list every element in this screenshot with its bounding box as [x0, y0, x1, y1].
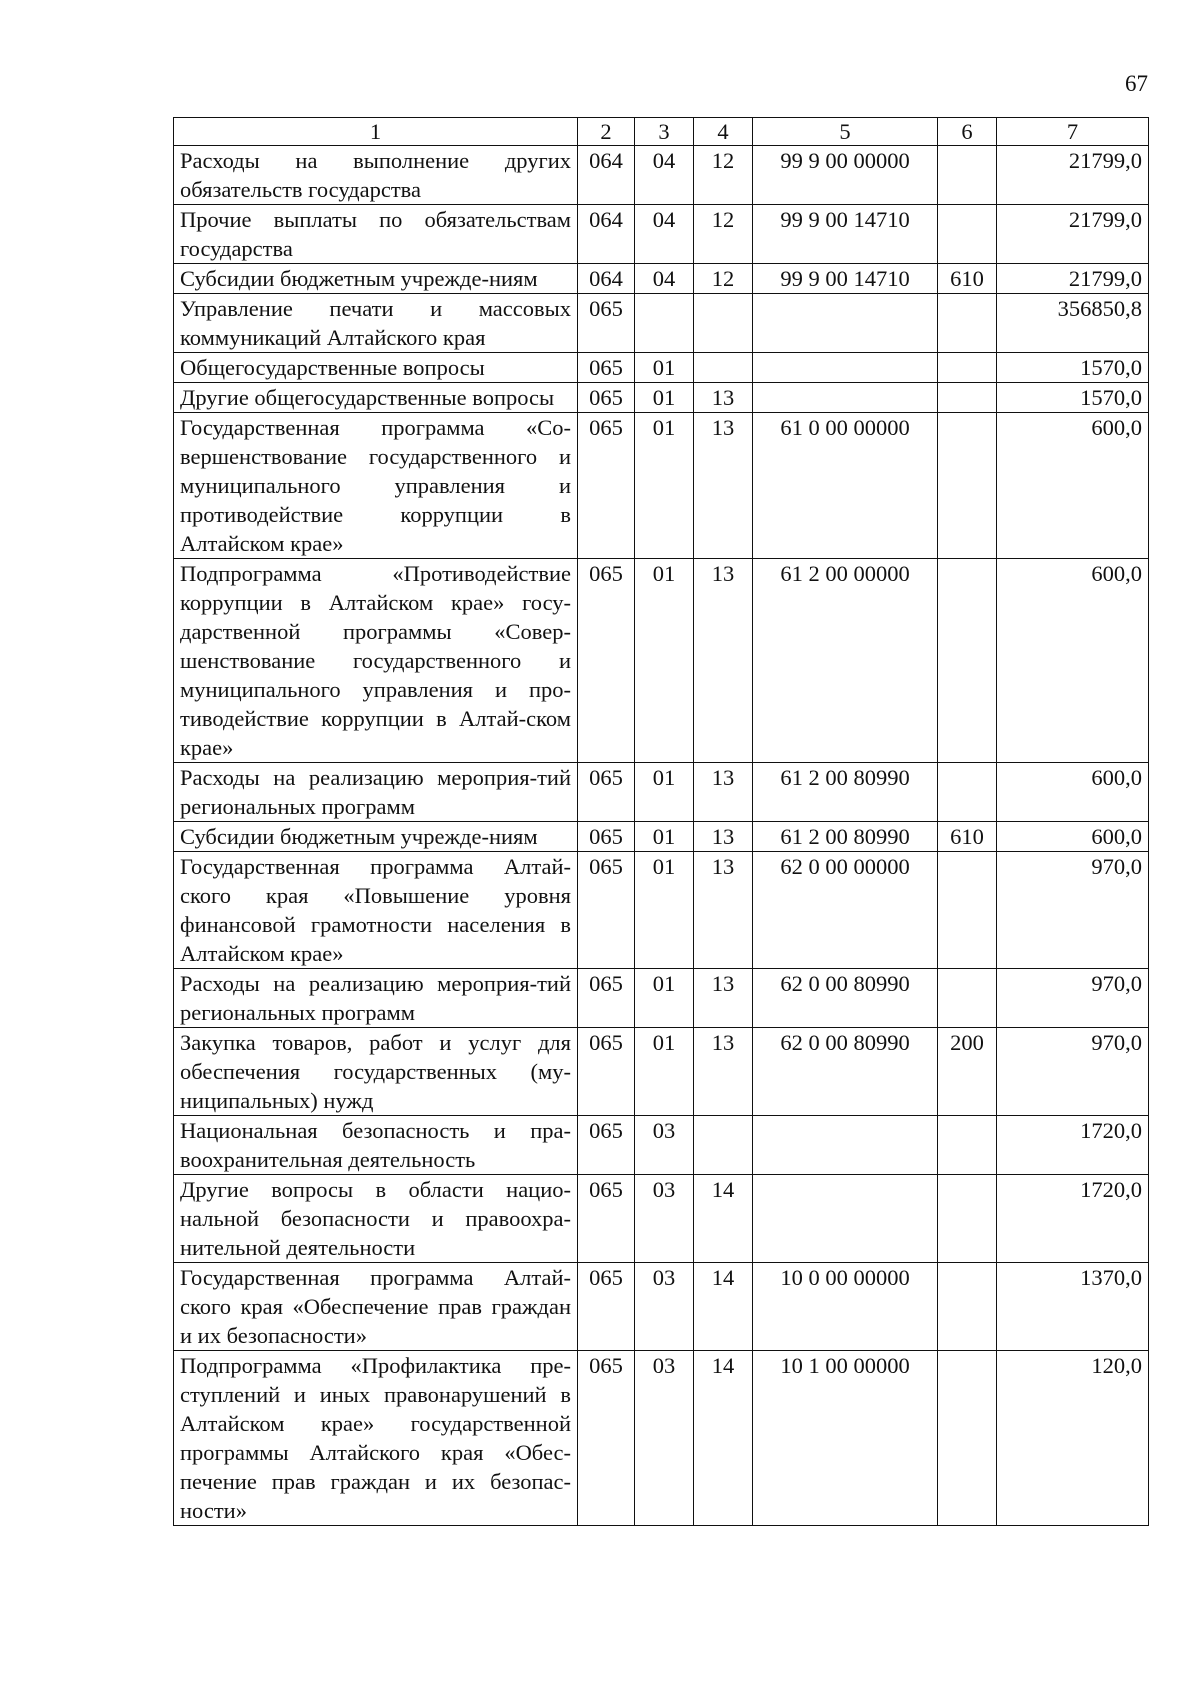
- expense-type-cell: [938, 383, 997, 413]
- section-code-cell: 01: [635, 969, 694, 1028]
- amount-cell: 1370,0: [997, 1263, 1149, 1351]
- budget-table: [173, 117, 1149, 1526]
- table-row: [174, 763, 1149, 822]
- subsection-code-cell: [694, 1116, 753, 1175]
- amount-cell: 120,0: [997, 1351, 1149, 1526]
- section-code-cell: 01: [635, 383, 694, 413]
- expense-type-cell: 200: [938, 1028, 997, 1116]
- ministry-code-cell: 065: [578, 294, 635, 353]
- row-name-cell: Расходы на реализацию мероприя-тий региональных программ: [174, 763, 578, 822]
- row-name-cell: Национальная безопасность и пра-воохранительная деятельность: [174, 1116, 578, 1175]
- target-article-cell: 61 2 00 80990: [753, 822, 938, 852]
- column-header: 7: [997, 118, 1149, 146]
- row-name-cell: Государственная программа Алтай-ского края «Обеспечение прав граждан и их безопасности»: [174, 1263, 578, 1351]
- subsection-code-cell: 13: [694, 413, 753, 559]
- table-row: [174, 383, 1149, 413]
- expense-type-cell: [938, 146, 997, 205]
- subsection-code-cell: 12: [694, 264, 753, 294]
- row-name-cell: Закупка товаров, работ и услуг для обеспечения государственных (му-ниципальных) нужд: [174, 1028, 578, 1116]
- section-code-cell: 01: [635, 413, 694, 559]
- subsection-code-cell: 12: [694, 205, 753, 264]
- section-code-cell: 01: [635, 763, 694, 822]
- target-article-cell: 99 9 00 14710: [753, 205, 938, 264]
- table-row: [174, 1028, 1149, 1116]
- target-article-cell: 62 0 00 80990: [753, 1028, 938, 1116]
- section-code-cell: 04: [635, 146, 694, 205]
- subsection-code-cell: 13: [694, 969, 753, 1028]
- row-name-cell: Расходы на выполнение других обязательств государства: [174, 146, 578, 205]
- ministry-code-cell: 065: [578, 413, 635, 559]
- ministry-code-cell: 065: [578, 1263, 635, 1351]
- row-name-cell: Общегосударственные вопросы: [174, 353, 578, 383]
- subsection-code-cell: 14: [694, 1351, 753, 1526]
- subsection-code-cell: [694, 353, 753, 383]
- table-row: [174, 205, 1149, 264]
- target-article-cell: [753, 294, 938, 353]
- row-name-cell: Подпрограмма «Профилактика пре-ступлений и иных правонарушений в Алтайском крае» государственной программы Алтайского края «Обес-печение прав граждан и их безопас-ности»: [174, 1351, 578, 1526]
- ministry-code-cell: 065: [578, 969, 635, 1028]
- amount-cell: 600,0: [997, 413, 1149, 559]
- row-name-cell: Субсидии бюджетным учрежде-ниям: [174, 822, 578, 852]
- ministry-code-cell: 065: [578, 1116, 635, 1175]
- target-article-cell: [753, 1116, 938, 1175]
- column-header: 4: [694, 118, 753, 146]
- amount-cell: 1720,0: [997, 1175, 1149, 1263]
- ministry-code-cell: 065: [578, 852, 635, 969]
- table-header-row: [174, 118, 1149, 146]
- section-code-cell: 03: [635, 1116, 694, 1175]
- column-header: 1: [174, 118, 578, 146]
- target-article-cell: [753, 353, 938, 383]
- table-row: [174, 1116, 1149, 1175]
- table-row: [174, 146, 1149, 205]
- table-row: [174, 559, 1149, 763]
- target-article-cell: [753, 1175, 938, 1263]
- table-row: [174, 852, 1149, 969]
- table-body: [174, 146, 1149, 1526]
- expense-type-cell: [938, 353, 997, 383]
- amount-cell: 1720,0: [997, 1116, 1149, 1175]
- amount-cell: 1570,0: [997, 353, 1149, 383]
- subsection-code-cell: 13: [694, 1028, 753, 1116]
- row-name-cell: Государственная программа Алтай-ского края «Повышение уровня финансовой грамотности населения в Алтайском крае»: [174, 852, 578, 969]
- ministry-code-cell: 065: [578, 1028, 635, 1116]
- expense-type-cell: 610: [938, 264, 997, 294]
- column-header: 5: [753, 118, 938, 146]
- target-article-cell: 62 0 00 80990: [753, 969, 938, 1028]
- target-article-cell: 99 9 00 00000: [753, 146, 938, 205]
- table-row: [174, 413, 1149, 559]
- expense-type-cell: [938, 1116, 997, 1175]
- section-code-cell: [635, 294, 694, 353]
- expense-type-cell: [938, 559, 997, 763]
- subsection-code-cell: 13: [694, 763, 753, 822]
- row-name-cell: Подпрограмма «Противодействие коррупции в Алтайском крае» госу-дарственной программы «Совер-шенствование государственного и муниципального управления и про-тиводействие коррупции в Алтай-ском крае»: [174, 559, 578, 763]
- subsection-code-cell: 13: [694, 559, 753, 763]
- ministry-code-cell: 064: [578, 146, 635, 205]
- subsection-code-cell: 14: [694, 1175, 753, 1263]
- amount-cell: 970,0: [997, 969, 1149, 1028]
- target-article-cell: [753, 383, 938, 413]
- ministry-code-cell: 065: [578, 383, 635, 413]
- ministry-code-cell: 064: [578, 264, 635, 294]
- target-article-cell: 99 9 00 14710: [753, 264, 938, 294]
- section-code-cell: 01: [635, 353, 694, 383]
- amount-cell: 21799,0: [997, 205, 1149, 264]
- subsection-code-cell: 14: [694, 1263, 753, 1351]
- target-article-cell: 61 2 00 80990: [753, 763, 938, 822]
- subsection-code-cell: [694, 294, 753, 353]
- subsection-code-cell: 13: [694, 383, 753, 413]
- row-name-cell: Прочие выплаты по обязательствам государства: [174, 205, 578, 264]
- expense-type-cell: 610: [938, 822, 997, 852]
- expense-type-cell: [938, 1263, 997, 1351]
- amount-cell: 356850,8: [997, 294, 1149, 353]
- row-name-cell: Расходы на реализацию мероприя-тий региональных программ: [174, 969, 578, 1028]
- section-code-cell: 03: [635, 1175, 694, 1263]
- amount-cell: 970,0: [997, 1028, 1149, 1116]
- expense-type-cell: [938, 763, 997, 822]
- amount-cell: 21799,0: [997, 264, 1149, 294]
- section-code-cell: 03: [635, 1263, 694, 1351]
- row-name-cell: Субсидии бюджетным учрежде-ниям: [174, 264, 578, 294]
- amount-cell: 600,0: [997, 559, 1149, 763]
- ministry-code-cell: 065: [578, 763, 635, 822]
- table-row: [174, 1263, 1149, 1351]
- section-code-cell: 01: [635, 822, 694, 852]
- table-row: [174, 353, 1149, 383]
- expense-type-cell: [938, 969, 997, 1028]
- section-code-cell: 04: [635, 264, 694, 294]
- page-number: 67: [1125, 71, 1148, 96]
- ministry-code-cell: 065: [578, 559, 635, 763]
- subsection-code-cell: 13: [694, 822, 753, 852]
- ministry-code-cell: 065: [578, 822, 635, 852]
- row-name-cell: Управление печати и массовых коммуникаций Алтайского края: [174, 294, 578, 353]
- section-code-cell: 01: [635, 1028, 694, 1116]
- expense-type-cell: [938, 1175, 997, 1263]
- amount-cell: 600,0: [997, 763, 1149, 822]
- ministry-code-cell: 065: [578, 1175, 635, 1263]
- expense-type-cell: [938, 205, 997, 264]
- amount-cell: 600,0: [997, 822, 1149, 852]
- target-article-cell: 61 2 00 00000: [753, 559, 938, 763]
- row-name-cell: Другие вопросы в области нацио-нальной безопасности и правоохра-нительной деятельности: [174, 1175, 578, 1263]
- expense-type-cell: [938, 294, 997, 353]
- ministry-code-cell: 064: [578, 205, 635, 264]
- expense-type-cell: [938, 1351, 997, 1526]
- section-code-cell: 01: [635, 852, 694, 969]
- column-header: 2: [578, 118, 635, 146]
- section-code-cell: 03: [635, 1351, 694, 1526]
- table-row: [174, 264, 1149, 294]
- table-row: [174, 969, 1149, 1028]
- expense-type-cell: [938, 852, 997, 969]
- column-header: 6: [938, 118, 997, 146]
- table-row: [174, 822, 1149, 852]
- subsection-code-cell: 12: [694, 146, 753, 205]
- row-name-cell: Другие общегосударственные вопросы: [174, 383, 578, 413]
- target-article-cell: 62 0 00 00000: [753, 852, 938, 969]
- section-code-cell: 01: [635, 559, 694, 763]
- section-code-cell: 04: [635, 205, 694, 264]
- amount-cell: 1570,0: [997, 383, 1149, 413]
- target-article-cell: 10 0 00 00000: [753, 1263, 938, 1351]
- ministry-code-cell: 065: [578, 353, 635, 383]
- ministry-code-cell: 065: [578, 1351, 635, 1526]
- row-name-cell: Государственная программа «Со-вершенствование государственного и муниципального управления и противодействие коррупции в Алтайском крае»: [174, 413, 578, 559]
- amount-cell: 21799,0: [997, 146, 1149, 205]
- subsection-code-cell: 13: [694, 852, 753, 969]
- amount-cell: 970,0: [997, 852, 1149, 969]
- target-article-cell: 10 1 00 00000: [753, 1351, 938, 1526]
- expense-type-cell: [938, 413, 997, 559]
- table-row: [174, 1351, 1149, 1526]
- table-row: [174, 294, 1149, 353]
- column-header: 3: [635, 118, 694, 146]
- target-article-cell: 61 0 00 00000: [753, 413, 938, 559]
- table-row: [174, 1175, 1149, 1263]
